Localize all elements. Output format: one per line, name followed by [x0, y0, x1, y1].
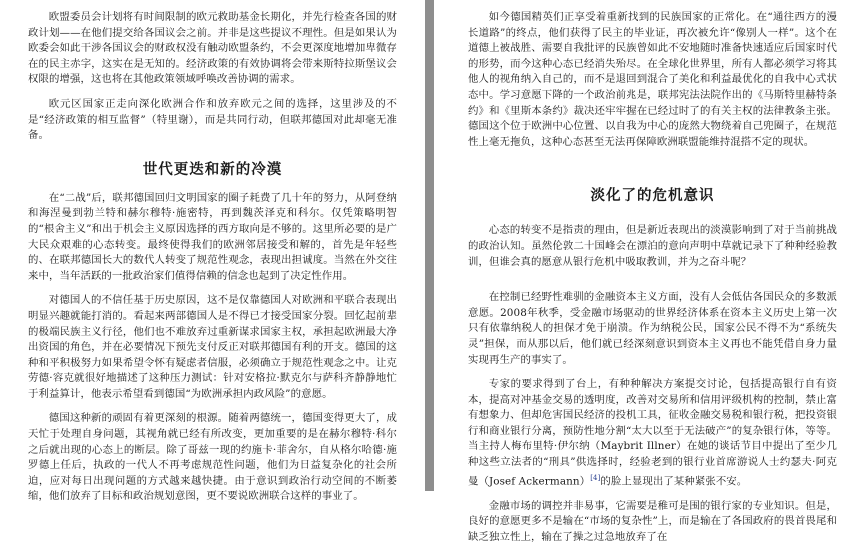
paragraph: [468, 377, 837, 490]
paragraph: 欧盟委员会计划将有时间限制的欧元救助基金长期化，并先行检查各国的财政计划——在他们提交给各国议会之前。并非是这些提议不理性。但是如果认为欧委会如此干涉各国议会的财政权没有触动欧盟条约，不会更深度地增加卑微存在的民主赤字，这实在是无知的。经济政策的有效协调将会带来斯特拉斯堡议会权限的增强，这也将在其他政策领域呼唤改善协调的需求。: [28, 11, 397, 86]
footnote-link[interactable]: [4]: [590, 473, 601, 482]
paragraph: 如今德国精英们正享受着重新找到的民族国家的正常化。在“通往西方的漫长道路”的终点，他们获得了民主的毕业证，再次被允许“像别人一样”。这个在道德上被战胜、需要自我批评的民族曾如此不安地随时准备快速适应后国家时代的形势，而今这种心态已经消失殆尽。在全球化世界里，所有人都必须学习将其他人的视角纳入自己的，而不是退回到混合了美化和利益最优化的自我中心式状态中。学习意愿下降的一个政治前兆是，联邦宪法法院作出的《马斯特里赫特条约》和《里斯本条约》裁决还牢牢握在已经过时了的有关主权的法律教条主张。德国这个位于欧洲中心位置、以自我为中心的庞然大物绕着自己兜圈子，在规范性上毫无拖负，这种心态甚至无法再保障欧洲联盟能维持混搭不定的现状。: [468, 11, 837, 148]
paragraph-text: 专家的要求得到了台上，有种种解决方案提交讨论，包括提高银行自有资本，提高对冲基金交易的透明度，改善对交易所和信用评级机构的控制，禁止富有想象力、但却危害国民经济的投机工具，征收金融交易税和银行税，把投资银行和商业银行分离，预防性地分割“太大以至于无法破产”的复杂银行体，等等。当主持人梅布里特·伊尔纳（Maybrit Illner）在她的谈话节目中提出了至少几种这些立法者的“刑具”供选择时，经验老到的银行业首席游说人士约瑟夫·阿克曼（Josef Ackermann）: [468, 378, 837, 488]
paragraph: 金融市场的调控并非易事，它需要是稚可是围的银行家的专业知识。但是，良好的意愿更多不是输在“市场的复杂性”上，而是输在了各国政府的畏首畏尾和缺乏独立性上，输在了操之过急地放弃了在: [468, 499, 837, 543]
paragraph: 欧元区国家正走向深化欧洲合作和放弃欧元之间的选择，这里涉及的不是“经济政策的相互监督”（特里谢），而是共同行动，但联邦德国对此却毫无准备。: [28, 97, 397, 142]
page-gutter: [425, 0, 434, 491]
paragraph: 在“二战”后，联邦德国回归文明国家的圈子耗费了几十年的努力，从阿登纳和海涅曼到勃兰特和赫尔穆特·施密特，再到魏茨泽克和科尔。仅凭策略明智的“根舍主义”和出于机会主义原因选择的西方取向是不够的。这里所必要的是广大民众艰难的心态转变。最终使得我们的欧洲邻居接受和解的，首先是年轻些的、在联邦德国长大的数代人转变了规范性观念，表现出担诚度。当然在外交往来中，当年活跃的一批政治家们值得信赖的信念也起到了决定性作用。: [28, 191, 397, 282]
right-text-column: [468, 10, 837, 555]
paragraph-text: 的脸上显现出了某种紧张不安。: [600, 475, 748, 488]
paragraph: 对德国人的不信任基于历史原因，这不是仅靠德国人对欧洲和平联合表现出明显兴趣就能打消的。看起来两部德国人是不得已才接受国家分裂。回忆起前辈的极端民族主义行径，他们也不难放弃过重新谋求国家主权，承担起欧洲最大净出资国的角色，并在必要情况下预先支付反正对联邦德国有利的开支。德国的这种和平积极努力如果希望令怀有疑虑者信服，必须确立于规范性观念之中。让克劳德·容克就很好地描述了这种压力测试：针对安格拉·默克尔与萨科齐静静地忙于利益算计，他表示希望看到德国“为欧洲承担内政风险”的意愿。: [28, 294, 397, 400]
paragraph: 德国这种新的顽固有着更深刻的根源。随着两德统一，德国变得更大了，成天忙于处理自身问题，其视角就已经有所改变，更加重要的是在赫尔穆特·科尔之后就出现的心态上的断层。除了哥兹一现的约施卡·菲舍尔，自从格尔哈德·施罗德上任后，执政的一代人不再考虑规范性问题，他们为日益复杂化的社会所迫，应对每日出现问题的方式越来越快捷。由于意识到政治行动空间的不断萎缩，他们放弃了目标和政治规划意图，更不要说欧洲联合这样的事业了。: [28, 412, 397, 503]
left-page: [0, 0, 425, 503]
paragraph: 心态的转变不是指责的理由，但是新近表现出的淡漠影响到了对于当前挑战的政治认知。虽然伦敦二十国峰会在漂泊的意向声明中草就记录下了种种经验教训，但谁会真的愿意从银行危机中吸取教训，并为之奋斗呢？: [468, 224, 837, 268]
paragraph: 在控制已经野性难驯的金融资本主义方面，没有人会低估各国民众的多数派意愿。2008年秋季，受金融市场驱动的世界经济体系在资本主义历史上第一次只有依靠纳税人的担保才免于崩溃。作为纳税公民，国家公民不得不为“系统失灵”担保，而从那以后，他们就已经深刻意识到资本主义再也不能凭借自身力量实现再生产的事实了。: [468, 291, 837, 366]
right-page: [434, 0, 867, 543]
section-heading: 世代更迭和新的冷漠: [142, 161, 283, 178]
section-heading: 淡化了的危机意识: [590, 188, 715, 205]
left-text-column: [28, 10, 397, 514]
